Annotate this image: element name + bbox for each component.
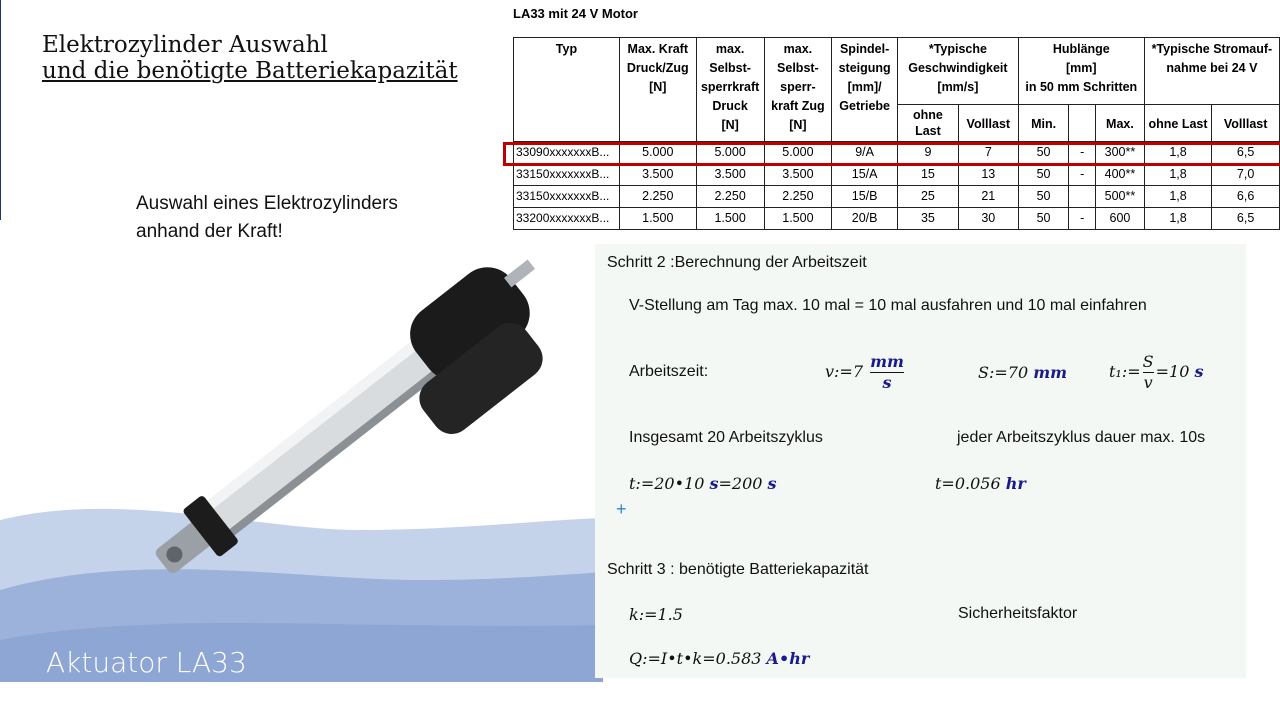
cell: 1,8 [1144, 208, 1211, 230]
subheader-max: Max. [1096, 105, 1145, 142]
unit: mm [1033, 363, 1068, 382]
header-hublaenge [1018, 38, 1144, 105]
subtitle-line-2: anhand der Kraft! [136, 221, 283, 242]
cell-typ: 33150xxxxxxxB... [514, 186, 620, 208]
unit: s [709, 474, 719, 493]
cell: 600 [1096, 208, 1145, 230]
header-line: Druck [712, 99, 748, 113]
cell: 1,8 [1144, 142, 1211, 164]
title-line-2: und die benötigte Batteriekapazität [42, 58, 458, 84]
header-line: [N] [721, 118, 739, 132]
sicherheitsfaktor-label: Sicherheitsfaktor [958, 605, 1078, 622]
cell: 300** [1096, 142, 1145, 164]
fraction-denominator [870, 373, 904, 393]
formula-s [978, 363, 1067, 382]
formula-t1 [1109, 352, 1203, 393]
cell: 1,8 [1144, 186, 1211, 208]
header-spindel [832, 38, 898, 142]
cell: 50 [1018, 208, 1069, 230]
cell: 25 [898, 186, 959, 208]
formula-text: t=0.056 [935, 474, 1001, 493]
header-line: kraft Zug [771, 99, 825, 113]
subtitle [136, 190, 398, 246]
cell: 1.500 [764, 208, 832, 230]
formula-text: =200 [718, 474, 763, 493]
cell: 35 [898, 208, 959, 230]
subtitle-line-1: Auswahl eines Elektrozylinders [136, 193, 398, 214]
subheader-min: Min. [1018, 105, 1069, 142]
header-line: [mm]/ [847, 80, 882, 94]
header-line: nahme bei 24 V [1166, 61, 1258, 75]
header-line: Max. Kraft [627, 42, 688, 56]
header-selbst-druck [696, 38, 764, 142]
subheader-ohne-last [898, 105, 959, 142]
formula-q [629, 649, 809, 668]
cell: 5.000 [696, 142, 764, 164]
header-line: [mm] [1066, 61, 1097, 75]
header-line: in 50 mm Schritten [1025, 80, 1138, 94]
header-line: Selbst- [777, 61, 819, 75]
header-line: Getriebe [839, 99, 890, 113]
header-line: *Typische [928, 42, 987, 56]
unit: mm [870, 352, 904, 371]
left-accent-rule [0, 0, 1, 220]
zyklus-text: jeder Arbeitszyklus dauer max. 10s [957, 429, 1206, 446]
cell: 50 [1018, 142, 1069, 164]
cell: - [1069, 142, 1096, 164]
fraction [870, 352, 904, 393]
cell-typ: 33090xxxxxxxB... [514, 142, 620, 164]
cell: 3.500 [764, 164, 832, 186]
add-region-icon[interactable]: + [616, 499, 627, 519]
cell: 1,8 [1144, 164, 1211, 186]
header-typ: Typ [514, 38, 620, 142]
fraction-numerator [870, 352, 904, 373]
cell: 3.500 [619, 164, 696, 186]
cell: 21 [958, 186, 1018, 208]
unit: A•hr [766, 649, 810, 668]
cell: 5.000 [764, 142, 832, 164]
table-row [514, 208, 1280, 230]
cell: 500** [1096, 186, 1145, 208]
header-line: Last [915, 124, 941, 138]
cell: 9/A [832, 142, 898, 164]
subheader-strom-ohne-last: ohne Last [1144, 105, 1211, 142]
table-row [514, 186, 1280, 208]
table-heading: LA33 mit 24 V Motor [513, 6, 638, 21]
cell: 50 [1018, 186, 1069, 208]
cell: 7,0 [1212, 164, 1280, 186]
header-line: Geschwindigkeit [908, 61, 1008, 75]
arbeitszeit-label: Arbeitszeit: [629, 363, 709, 380]
spec-table [513, 37, 1280, 230]
unit: hr [1005, 474, 1026, 493]
cell: - [1069, 164, 1096, 186]
cell: 6,6 [1212, 186, 1280, 208]
cell: 15 [898, 164, 959, 186]
header-selbst-zug [764, 38, 832, 142]
cell-typ: 33200xxxxxxxB... [514, 208, 620, 230]
header-geschwindigkeit [898, 38, 1019, 105]
cell: 2.250 [619, 186, 696, 208]
header-line: Selbst- [709, 61, 751, 75]
header-line: [N] [649, 80, 667, 94]
cell: - [1069, 208, 1096, 230]
fraction-denominator: v [1143, 373, 1153, 392]
formula-k: k:=1.5 [629, 605, 683, 624]
cell: 7 [958, 142, 1018, 164]
insgesamt-text: Insgesamt 20 Arbeitszyklus [629, 429, 823, 446]
cell [1069, 186, 1096, 208]
cell: 15/B [832, 186, 898, 208]
table-row [514, 164, 1280, 186]
cell-typ: 33150xxxxxxxB... [514, 164, 620, 186]
formula-text: S:=70 [978, 363, 1029, 382]
cell: 15/A [832, 164, 898, 186]
cell: 1.500 [696, 208, 764, 230]
formula-v [825, 352, 906, 393]
header-line: [N] [789, 118, 807, 132]
title-line-1: Elektrozylinder Auswahl [42, 32, 328, 58]
header-line: Hublänge [1052, 42, 1110, 56]
step2-heading: Schritt 2 :Berechnung der Arbeitszeit [607, 254, 867, 271]
cell: 13 [958, 164, 1018, 186]
cell: 20/B [832, 208, 898, 230]
actuator-label: Aktuator LA33 [46, 646, 247, 679]
header-line: ohne [913, 108, 943, 122]
header-line: [mm/s] [937, 80, 979, 94]
formula-text: =10 [1155, 362, 1190, 381]
formula-t-hr [935, 474, 1026, 493]
formula-t [629, 474, 777, 493]
fraction-numerator: S [1142, 352, 1154, 371]
header-strom [1144, 38, 1279, 105]
unit: s [767, 474, 777, 493]
calculation-panel [595, 244, 1246, 678]
header-line: max. [783, 42, 813, 56]
highlight-row-frame [503, 142, 1280, 166]
cell: 2.250 [696, 186, 764, 208]
formula-text: Q:=I•t•k=0.583 [629, 649, 762, 668]
step3-heading: Schritt 3 : benötigte Batteriekapazität [607, 561, 869, 578]
vstellung-text: V-Stellung am Tag max. 10 mal = 10 mal ausfahren und 10 mal einfahren [629, 297, 1147, 314]
cell: 6,5 [1212, 142, 1280, 164]
cell: 30 [958, 208, 1018, 230]
formula-text: v:=7 [825, 362, 864, 381]
unit: s [1194, 362, 1204, 381]
cell: 1.500 [619, 208, 696, 230]
header-line: sperr- [780, 80, 816, 94]
header-line: Spindel- [839, 42, 890, 56]
cell: 3.500 [696, 164, 764, 186]
formula-text: t₁:= [1109, 362, 1141, 381]
header-line: *Typische Stromauf- [1151, 42, 1273, 56]
subheader-volllast: Volllast [958, 105, 1018, 142]
header-line: steigung [838, 61, 891, 75]
subheader-strom-volllast: Volllast [1212, 105, 1280, 142]
cell: 9 [898, 142, 959, 164]
header-max-kraft [619, 38, 696, 142]
slide-title [42, 32, 458, 84]
cell: 6,5 [1212, 208, 1280, 230]
actuator-image [90, 240, 610, 620]
subheader-blank [1069, 105, 1096, 142]
header-line: max. [715, 42, 745, 56]
fraction [1143, 352, 1154, 393]
header-line: sperrkraft [700, 80, 760, 94]
cell: 50 [1018, 164, 1069, 186]
unit: s [882, 373, 892, 392]
cell: 400** [1096, 164, 1145, 186]
cell: 2.250 [764, 186, 832, 208]
header-line: Druck/Zug [626, 61, 689, 75]
table-header-row [514, 38, 1280, 105]
cell: 5.000 [619, 142, 696, 164]
formula-text: t:=20•10 [629, 474, 705, 493]
